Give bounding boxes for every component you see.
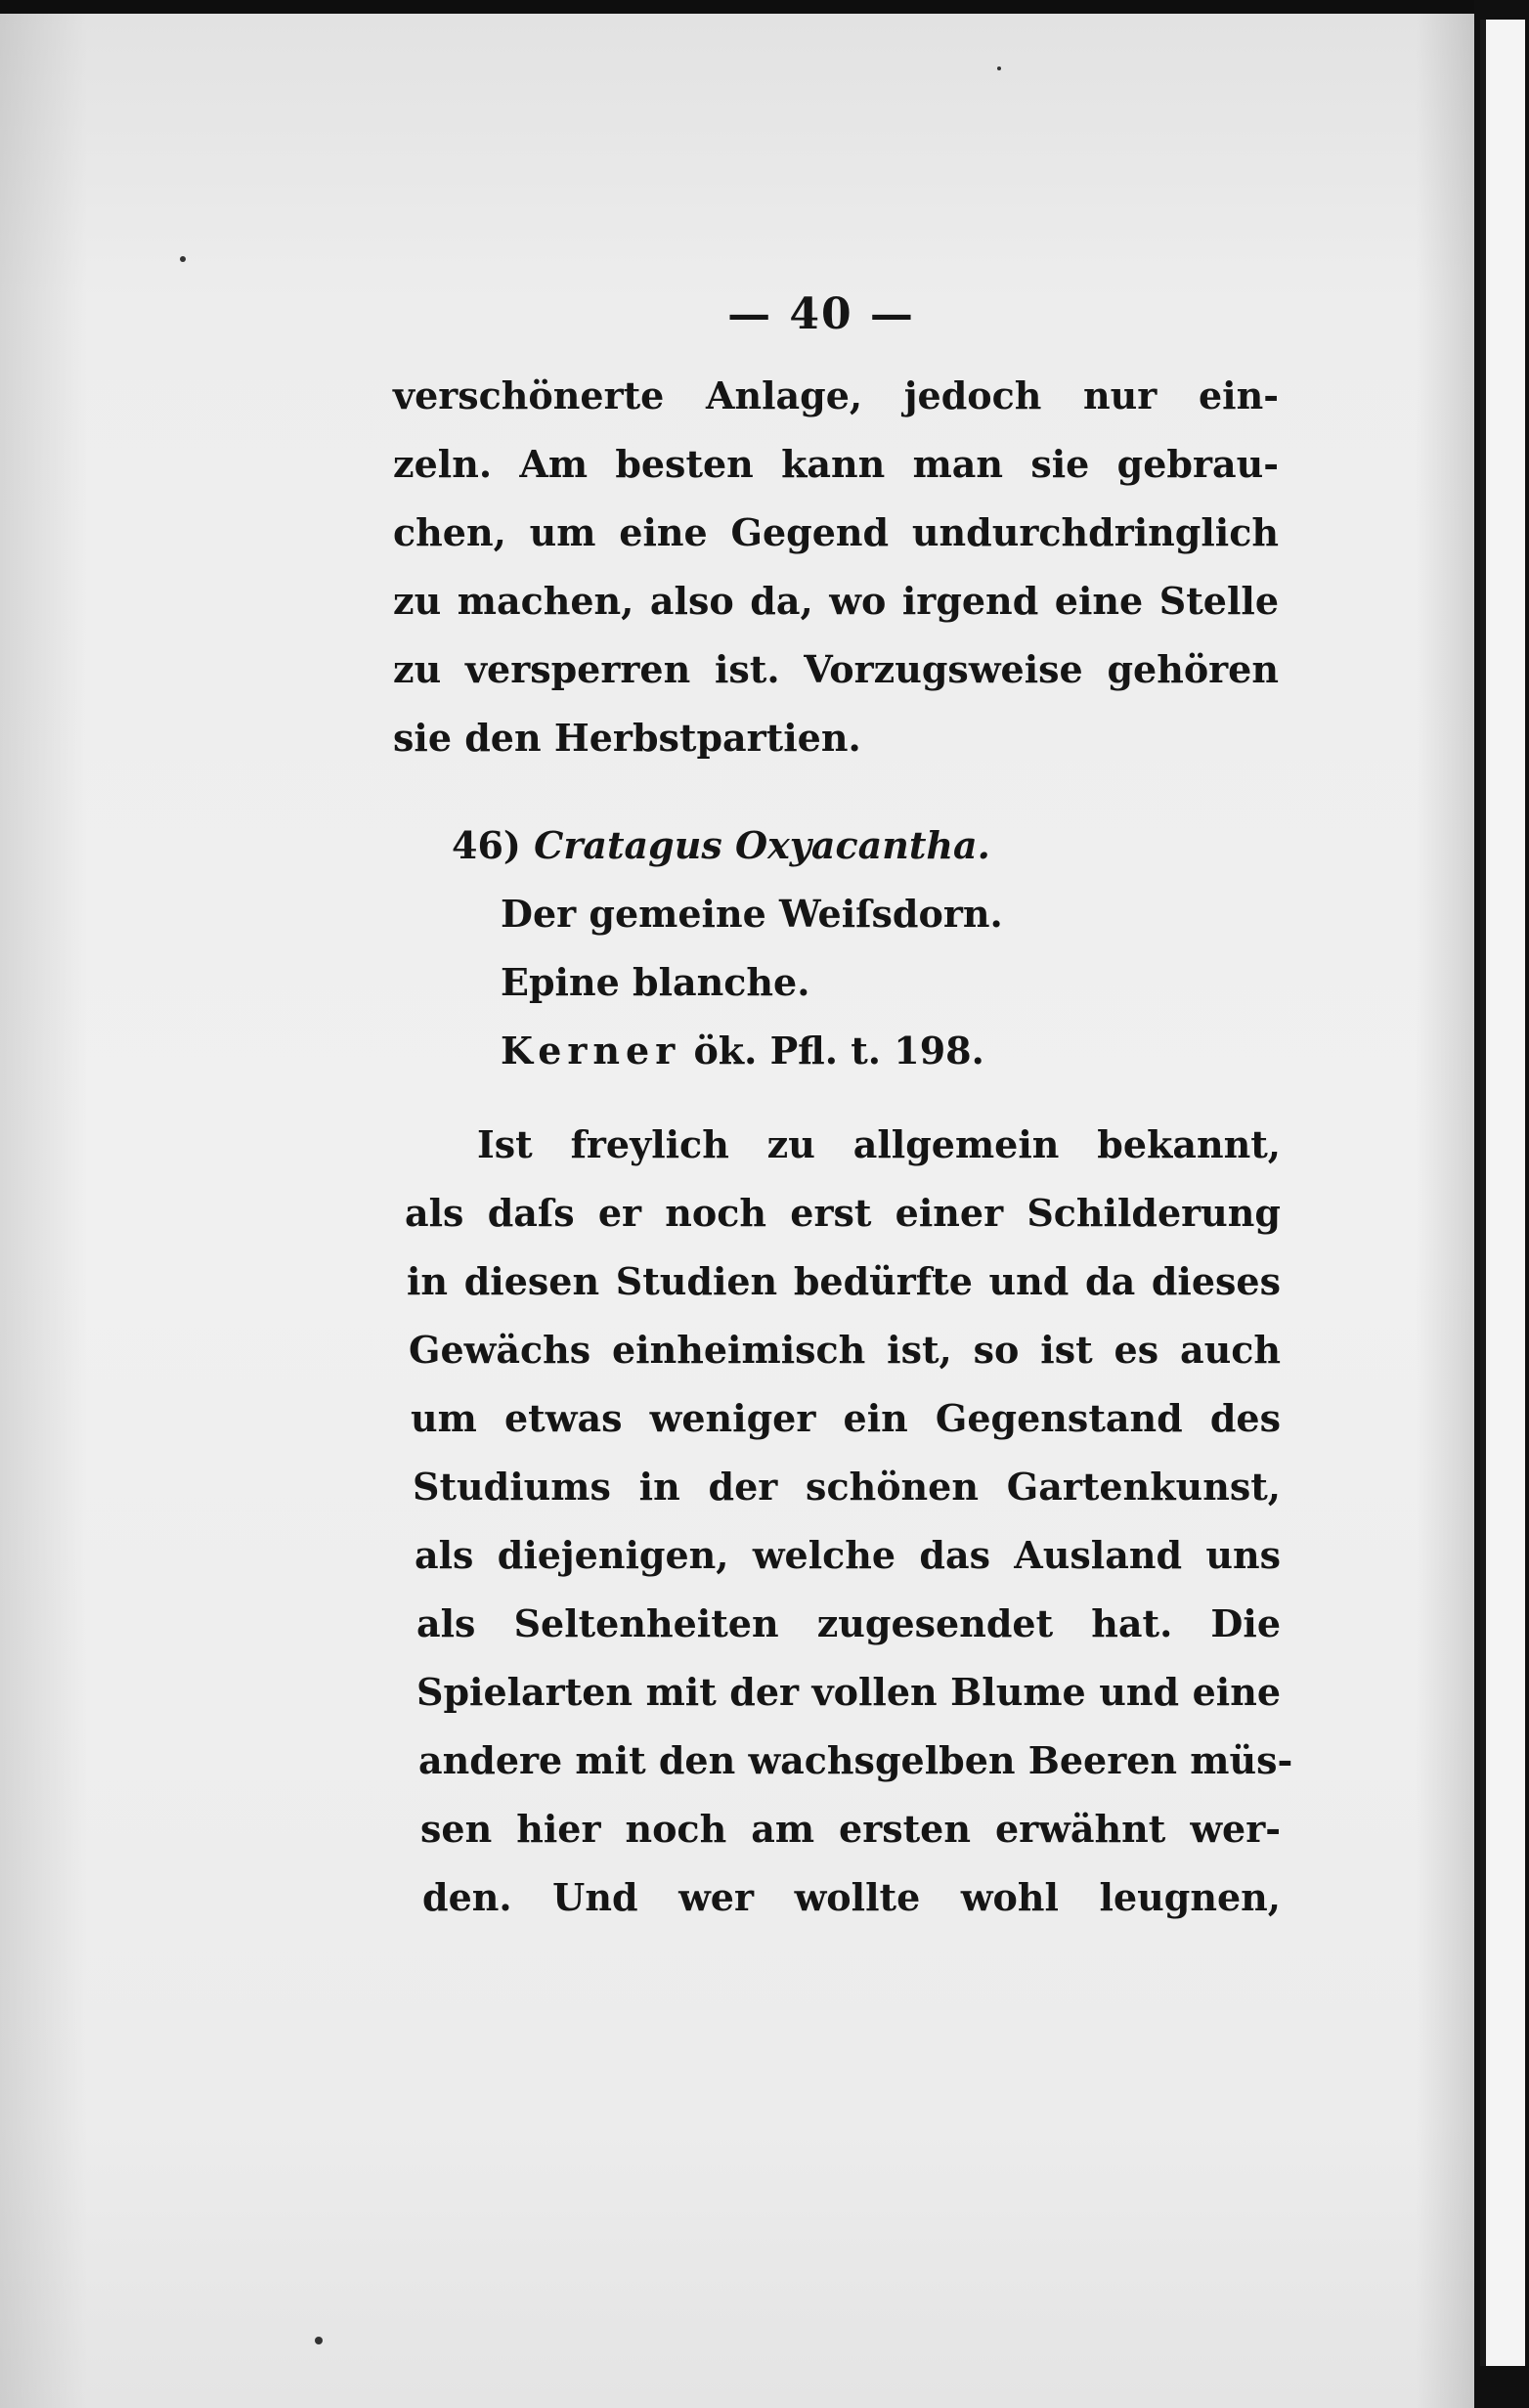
paragraph-1-line-1: verschönerte Anlage, jedoch nur ein- <box>393 373 1279 417</box>
paragraph-2-line-2: als daſs er noch erst einer Schilderung <box>405 1191 1281 1235</box>
page-number: — 40 — <box>727 289 915 339</box>
scan-speck <box>997 66 1001 70</box>
scan-speck <box>180 256 186 262</box>
entry-german-name: Der gemeine Weiſsdorn. <box>501 892 1003 936</box>
book-page <box>0 14 1474 2408</box>
paragraph-2-line-3: in diesen Studien bedürfte und da dieses <box>407 1259 1281 1303</box>
page-shadow-right <box>1416 14 1474 2408</box>
entry-reference-author: Kerner <box>501 1029 681 1073</box>
entry-reference-rest: ök. Pfl. t. 198. <box>693 1029 984 1073</box>
paragraph-2-line-5: um etwas weniger ein Gegenstand des <box>411 1396 1281 1440</box>
entry-latin-name: Cratagus Oxyacantha. <box>534 823 990 867</box>
paragraph-1-line-6: sie den Herbstpartien. <box>393 716 861 760</box>
paragraph-2-line-9: Spielarten mit der vollen Blume und eine <box>416 1670 1281 1714</box>
paragraph-2-line-10: andere mit den wachsgelben Beeren müs- <box>418 1738 1293 1782</box>
paragraph-2-line-11: sen hier noch am ersten erwähnt wer- <box>420 1807 1281 1851</box>
paragraph-2-line-12: den. Und wer wollte wohl leugnen, <box>422 1875 1281 1919</box>
page-shadow-left <box>0 14 88 2408</box>
entry-heading <box>452 823 990 867</box>
paragraph-2-line-8: als Seltenheiten zugesendet hat. Die <box>416 1601 1281 1645</box>
paragraph-2-line-1: Ist freylich zu allgemein bekannt, <box>477 1122 1281 1166</box>
entry-french-name: Epine blanche. <box>501 960 810 1004</box>
entry-reference <box>501 1029 984 1073</box>
facing-page-margin <box>1480 20 1525 2366</box>
paragraph-1-line-2: zeln. Am besten kann man sie gebrau- <box>393 442 1279 486</box>
paragraph-2-line-6: Studiums in der schönen Gartenkunst, <box>413 1465 1281 1509</box>
paragraph-2-line-4: Gewächs einheimisch ist, so ist es auch <box>409 1328 1281 1372</box>
paragraph-1-line-5: zu versperren ist. Vorzugsweise gehören <box>393 647 1279 691</box>
paragraph-1-line-4: zu machen, also da, wo irgend eine Stelle <box>393 579 1279 623</box>
entry-number: 46) <box>452 823 521 867</box>
paragraph-1-line-3: chen, um eine Gegend undurchdringlich <box>393 510 1279 554</box>
paragraph-2-line-7: als diejenigen, welche das Ausland uns <box>415 1533 1281 1577</box>
scan-speck <box>315 2337 323 2344</box>
